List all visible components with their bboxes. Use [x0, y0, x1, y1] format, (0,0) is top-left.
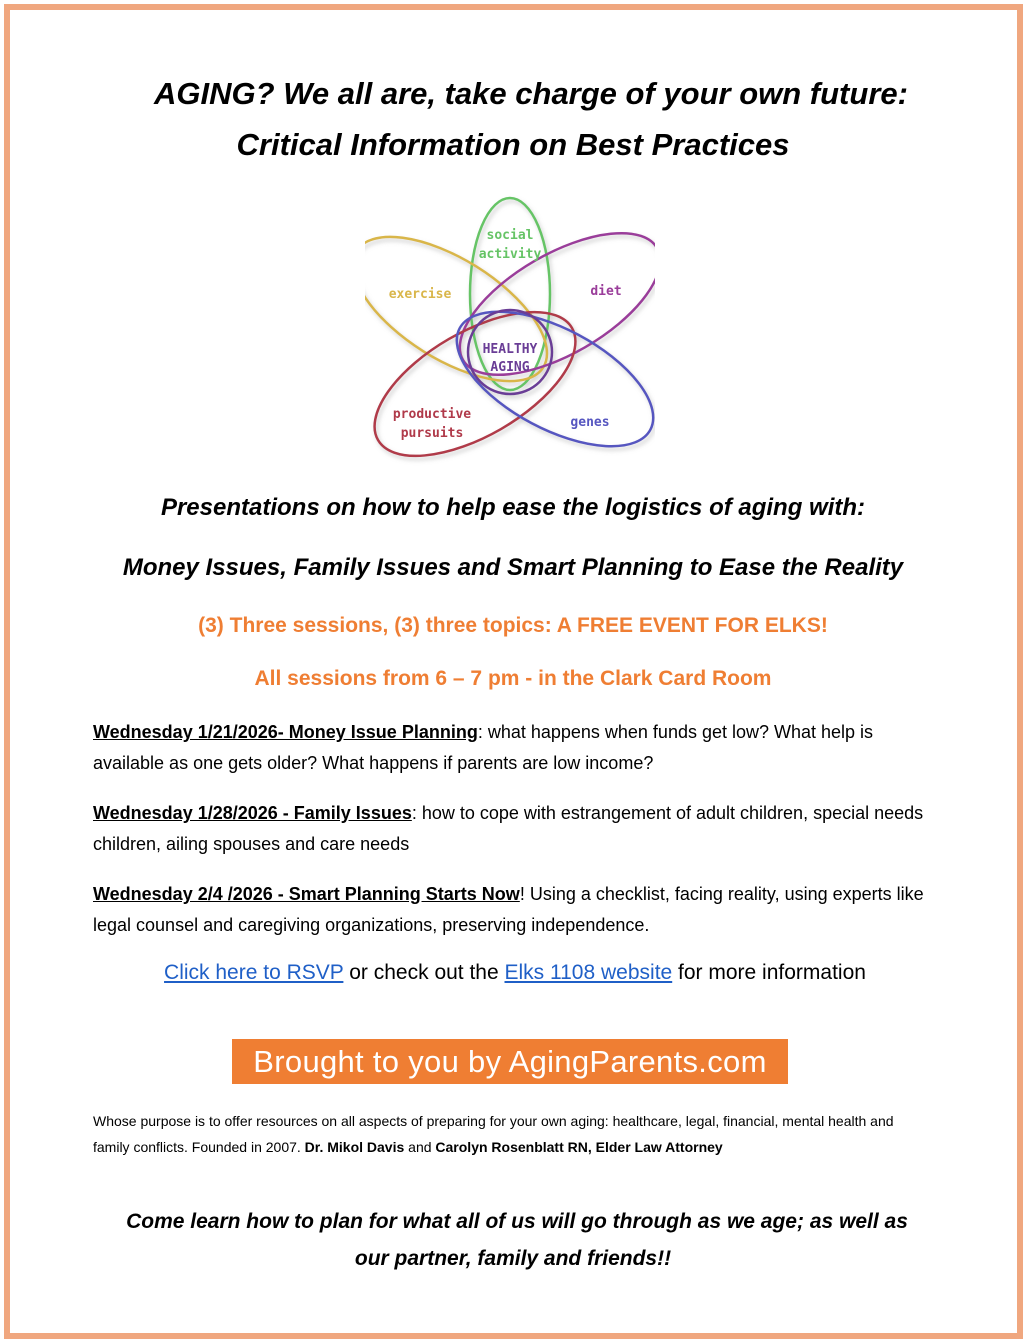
session-item — [93, 717, 933, 779]
topics-heading: Money Issues, Family Issues and Smart Planning to Ease the Reality — [122, 554, 904, 581]
founder-name-2: Carolyn Rosenblatt RN, Elder Law Attorney — [435, 1139, 723, 1155]
social-label-2: activity — [478, 247, 542, 262]
elks-website-link[interactable]: Elks 1108 website — [504, 961, 673, 984]
genes-label: genes — [570, 415, 610, 430]
productive-label-1: productive — [392, 407, 472, 422]
about-text: Whose purpose is to offer resources on all aspects of preparing for your own aging: healthcare, legal, financial, mental health and family conflicts. Founded in 2007. — [93, 1113, 894, 1155]
session-item — [93, 798, 933, 860]
exercise-petal — [365, 208, 570, 409]
session-heading: Wednesday 2/4 /2026 - Smart Planning Starts Now — [93, 884, 520, 904]
center-label-2: AGING — [490, 360, 530, 375]
session-description: : what happens when funds get low? What help is available as one gets older? What happens if parents are low income? — [93, 722, 874, 773]
session-description: : how to cope with estrangement of adult children, special needs children, ailing spouses and care needs — [93, 803, 924, 854]
productive-label-2: pursuits — [400, 426, 464, 441]
free-event-banner: (3) Three sessions, (3) three topics: A FREE EVENT FOR ELKS! — [198, 614, 828, 637]
sponsor-banner: Brought to you by AgingParents.com — [232, 1039, 788, 1084]
session-description: ! Using a checklist, facing reality, using experts like legal counsel and caregiving organizations, preserving independence. — [93, 884, 924, 935]
healthy-aging-diagram — [365, 194, 655, 469]
closing-line-2: our partner, family and friends!! — [354, 1247, 672, 1270]
closing-message — [0, 1203, 1026, 1277]
presentations-heading: Presentations on how to help ease the logistics of aging with: — [160, 494, 866, 521]
exercise-label: exercise — [388, 287, 452, 302]
founder-name-1: Dr. Mikol Davis — [304, 1139, 405, 1155]
page-subtitle: Critical Information on Best Practices — [236, 127, 790, 162]
time-location: All sessions from 6 – 7 pm - in the Clark Card Room — [254, 667, 772, 690]
center-label-1: HEALTHY — [482, 342, 538, 357]
social-label-1: social — [486, 228, 534, 243]
page-title: AGING? We all are, take charge of your own future: — [154, 76, 908, 111]
session-heading: Wednesday 1/28/2026 - Family Issues — [93, 803, 412, 823]
rsvp-end-text: for more information — [672, 961, 866, 984]
diet-label: diet — [590, 284, 622, 299]
session-heading: Wednesday 1/21/2026- Money Issue Planning — [93, 722, 478, 742]
about-paragraph — [93, 1108, 923, 1160]
session-item — [93, 879, 933, 941]
closing-line-1: Come learn how to plan for what all of us will go through as we age; as well as — [126, 1210, 908, 1233]
rsvp-line — [0, 961, 1026, 985]
about-and: and — [404, 1139, 436, 1155]
rsvp-link[interactable]: Click here to RSVP — [164, 961, 344, 984]
rsvp-middle-text: or check out the — [343, 961, 505, 984]
